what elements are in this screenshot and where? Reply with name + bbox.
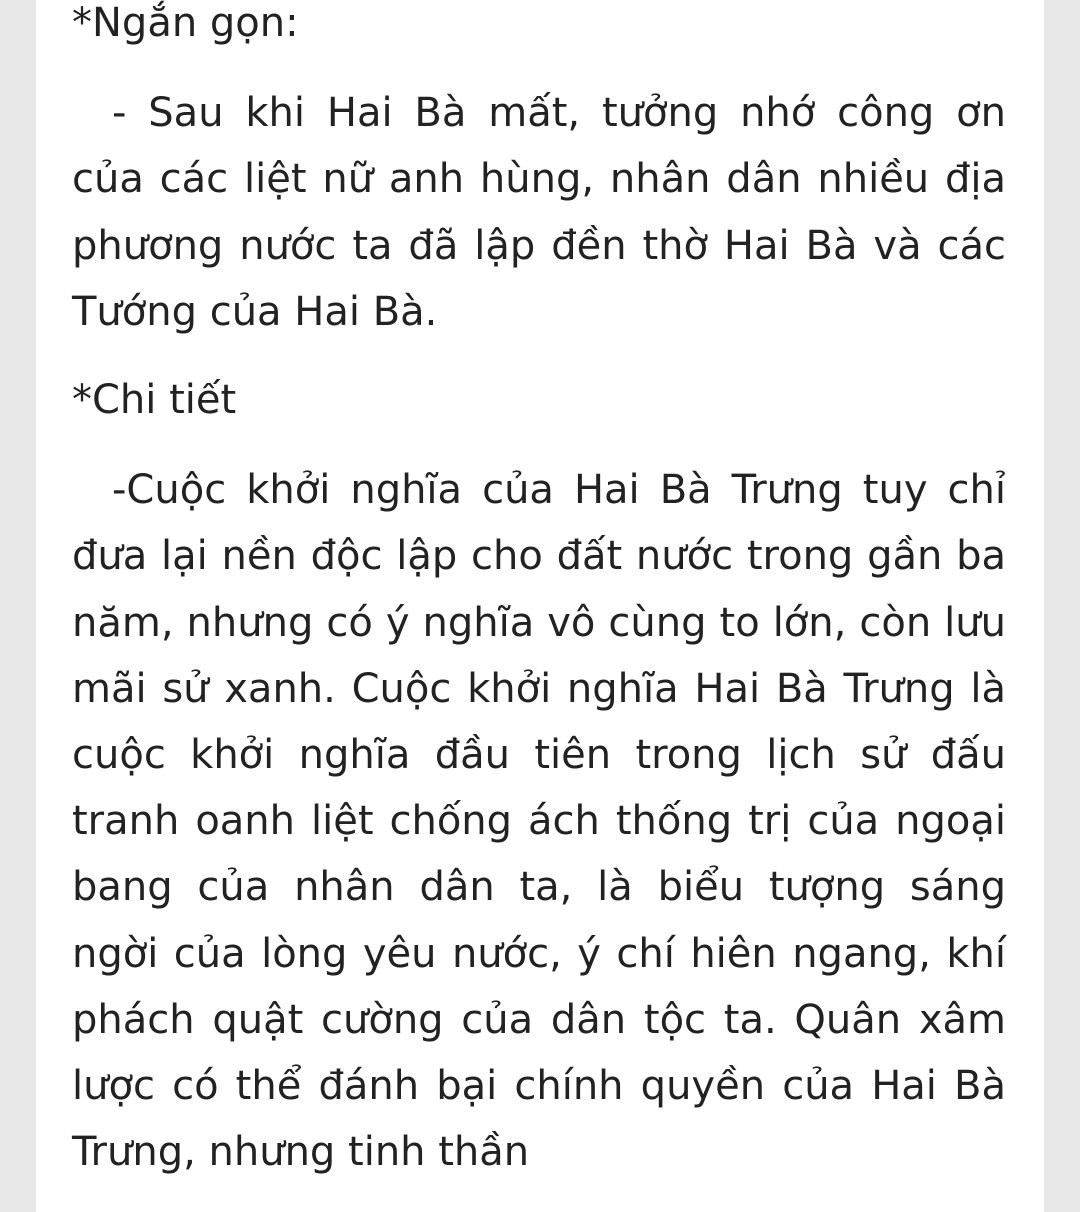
detail-paragraph: -Cuộc khởi nghĩa của Hai Bà Trưng tuy chỉ đưa lại nền độc lập cho đất nước trong gần ba năm, nhưng có ý nghĩa vô cùng to lớn, còn lưu mãi sử xanh. Cuộc khởi nghĩa Hai Bà Trưng là cuộc khởi nghĩa đầu tiên trong lịch sử đấu tranh oanh liệt chống ách thống trị của ngoại bang của nhân dân ta, là biểu tượng sáng ngời của lòng yêu nước, ý chí hiên ngang, khí phách quật cường của dân tộc ta. Quân xâm lược có thể đánh bại chính quyền của Hai Bà Trưng, nhưng tinh thần xyxy=(72,467,1006,1176)
detail-heading: *Chi tiết xyxy=(72,377,237,424)
document-page xyxy=(36,0,1044,1212)
short-heading: *Ngắn gọn: xyxy=(72,0,299,46)
short-paragraph: - Sau khi Hai Bà mất, tưởng nhớ công ơn của các liệt nữ anh hùng, nhân dân nhiều địa phương nước ta đã lập đền thờ Hai Bà và các Tướng của Hai Bà. xyxy=(72,90,1006,335)
article-content xyxy=(72,0,1006,1185)
